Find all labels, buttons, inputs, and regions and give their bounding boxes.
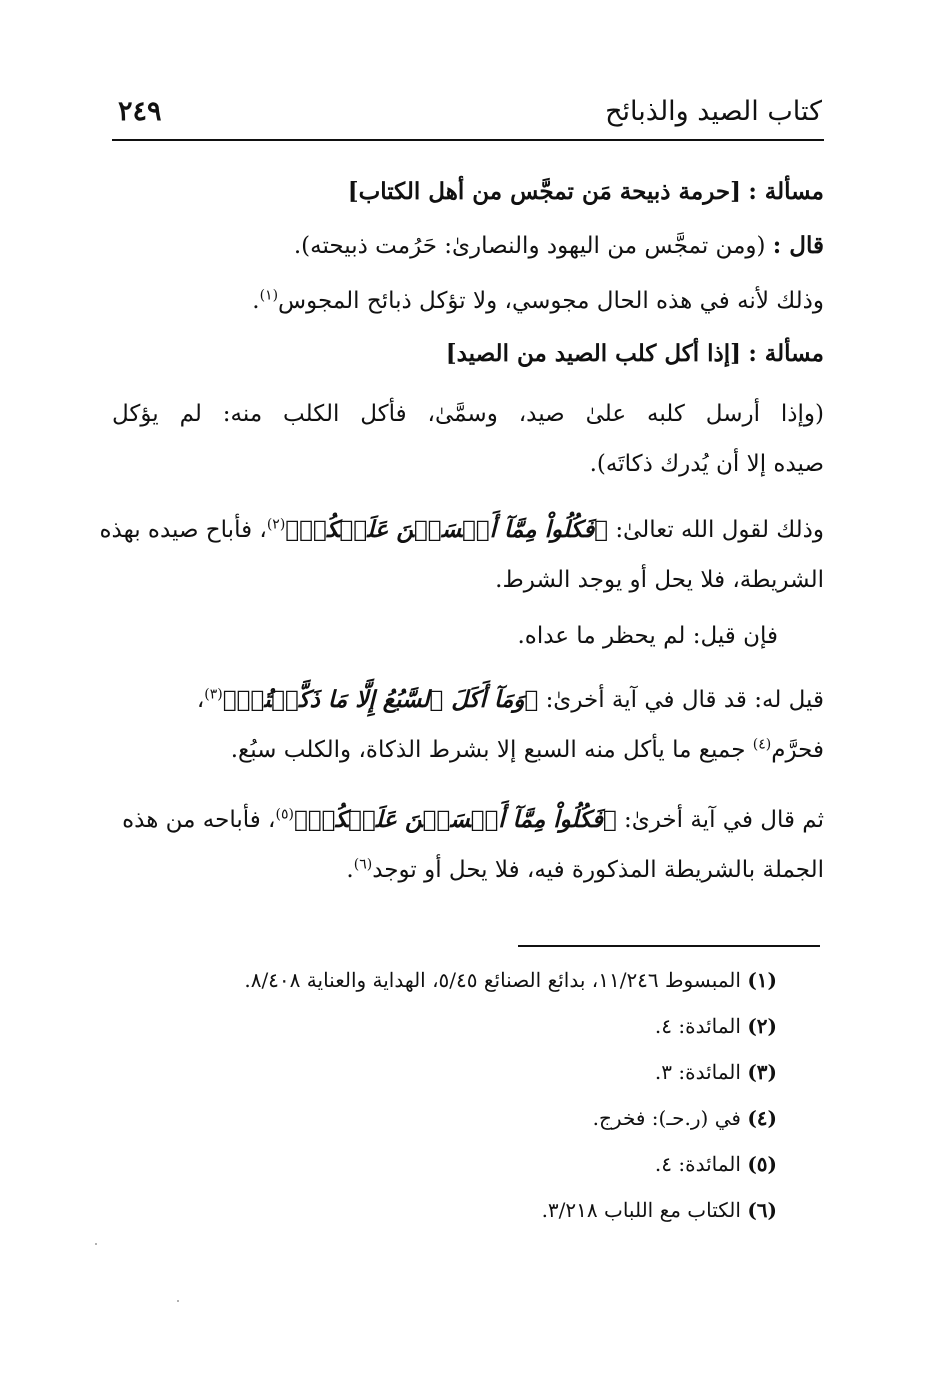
footnote-number: (٣) (747, 1060, 777, 1084)
footnote-text: المبسوط ١١/٢٤٦، بدائع الصنائع ٥/٤٥، الهداية والعناية ٨/٤٠٨. (244, 968, 741, 992)
paragraph-q2-text (112, 394, 824, 484)
footnote-number: (١) (747, 968, 777, 992)
footnote-rule (518, 945, 820, 947)
heading-topic: [حرمة ذبيحة مَن تمجَّس من أهل الكتاب] (347, 178, 741, 205)
p4-text-b: ، فأباحه من هذه (122, 807, 276, 833)
footnote-text: في (ر.حـ): فخرج. (592, 1106, 741, 1130)
p4-text-a: ثم قال في آية أخرىٰ: (623, 807, 824, 833)
footnotes (112, 957, 777, 1233)
paragraph-q1-text (112, 226, 824, 266)
matn-text: (ومن تمجَّس من اليهود والنصارىٰ: حَرُمت ذبيحته). (293, 233, 766, 259)
p3-line2-a: فحرَّم (771, 737, 824, 763)
p1-line-2: الشريطة، فلا يحل أو يوجد الشرط. (495, 567, 824, 593)
qala-label: قال : (772, 232, 824, 259)
reason-text: وذلك لأنه في هذه الحال مجوسي، ولا تؤكل ذبائح المجوس (278, 288, 824, 314)
footnote-ref-1[interactable]: (١) (259, 287, 279, 304)
p2-text: فإن قيل: لم يحظر ما عداه. (517, 623, 778, 649)
heading-topic: [إذا أكل كلب الصيد من الصيد] (445, 340, 741, 367)
footnote-ref-5[interactable]: (٥) (275, 806, 294, 823)
p3-line2-b: جميع ما يأكل منه السبع إلا بشرط الذكاة، والكلب سبُع. (230, 737, 746, 763)
footnote-5 (112, 1141, 777, 1187)
paragraph-p2 (112, 616, 824, 656)
footnote-3 (112, 1049, 777, 1095)
footnote-number: (٤) (747, 1106, 777, 1130)
section-heading-1 (112, 172, 824, 212)
p3-text-b: ، (196, 687, 205, 713)
footnote-6 (112, 1187, 777, 1233)
section-heading-2 (112, 334, 824, 374)
p3-text-a: قيل له: قد قال في آية أخرىٰ: (545, 687, 824, 713)
matn-line-1: (وإذا أرسل كلبه علىٰ صيد، وسمَّىٰ، فأكل الكلب منه: لم يؤكل (112, 401, 824, 427)
running-header (112, 92, 826, 140)
paragraph-p1 (99, 510, 824, 600)
heading-label: مسألة : (748, 340, 824, 367)
p1-text-a: وذلك لقول الله تعالىٰ: (615, 517, 824, 543)
footnote-text: المائدة: ٤. (654, 1152, 741, 1176)
footnote-text: الكتاب مع اللباب ٣/٢١٨. (541, 1198, 741, 1222)
header-rule (112, 139, 824, 141)
matn-line-2: صيده إلا أن يُدرك ذكاتَه). (589, 451, 824, 477)
footnote-number: (٢) (747, 1014, 777, 1038)
heading-label: مسألة : (748, 178, 824, 205)
p4-line2: الجملة بالشريطة المذكورة فيه، فلا يحل أو توجد (372, 857, 824, 883)
paragraph-p3 (112, 680, 824, 770)
quran-verse: ﴿فَكُلُواْ مِمَّآ أَمۡسَكۡنَ عَلَيۡكُمۡ﴾ (293, 806, 617, 833)
footnote-text: المائدة: ٣. (654, 1060, 741, 1084)
footnote-number: (٦) (747, 1198, 777, 1222)
quran-verse: ﴿فَكُلُواْ مِمَّآ أَمۡسَكۡنَ عَلَيۡكُمۡ﴾ (285, 516, 608, 543)
paragraph-q1-reason: وذلك لأنه في هذه الحال مجوسي، ولا تؤكل ذبائح المجوس$^{(١)}$. (252, 287, 824, 314)
footnote-ref-4[interactable]: (٤) (752, 736, 772, 753)
chapter-title: كتاب الصيد والذبائح (605, 96, 822, 127)
footnote-ref-6[interactable]: (٦) (353, 856, 373, 873)
footnote-ref-2[interactable]: (٢) (266, 516, 286, 533)
footnote-ref-3[interactable]: (٣) (204, 686, 223, 703)
quran-verse: ﴿وَمَآ أَكَلَ ٱلسَّبُعُ إِلَّا مَا ذَكَّيۡتُمۡ﴾ (222, 686, 539, 713)
p1-text-b: ، فأباح صيده بهذه (99, 517, 267, 543)
paragraph-p4: ثم قال في آية أخرىٰ: ﴿فَكُلُواْ مِمَّآ أَمۡسَكۡنَ عَلَيۡكُمۡ﴾$^{(٥)}$، فأباحه من هذه الجملة بالشريطة المذكورة فيه، فلا يحل أو توجد$^{(٦)}$. (122, 806, 824, 883)
footnote-2 (112, 1003, 777, 1049)
footnote-number: (٥) (747, 1152, 777, 1176)
scan-speck (95, 1243, 97, 1245)
page-number: ٢٤٩ (118, 96, 162, 127)
footnote-text: المائدة: ٤. (654, 1014, 741, 1038)
footnote-1 (112, 957, 777, 1003)
scan-speck (177, 1300, 179, 1302)
footnote-4 (112, 1095, 777, 1141)
